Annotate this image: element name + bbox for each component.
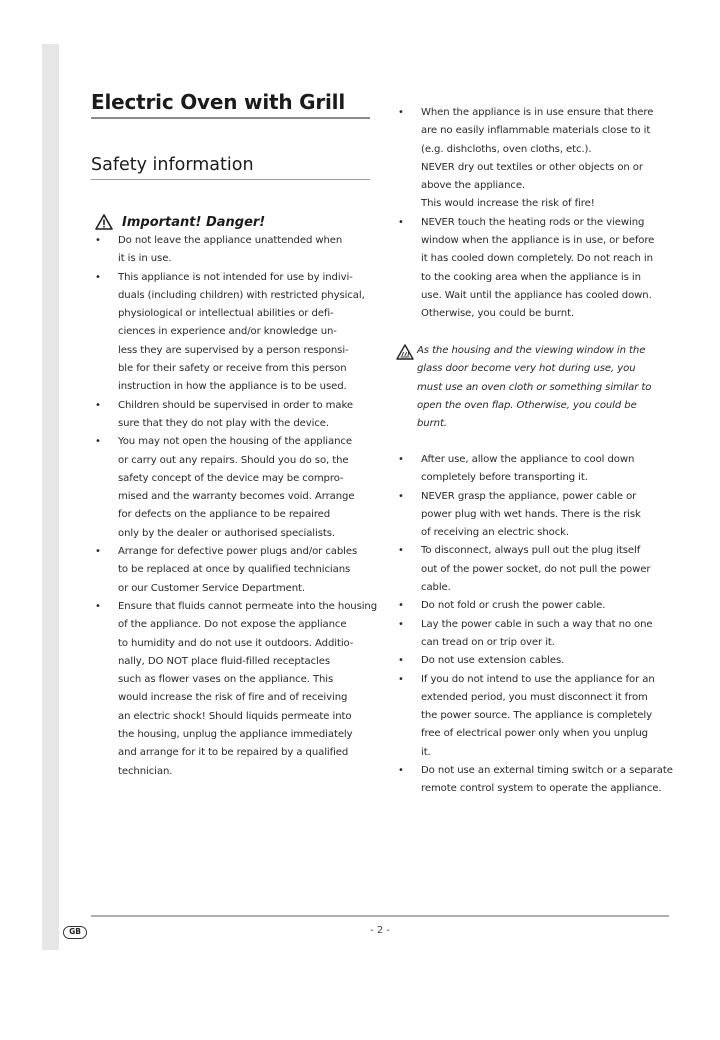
- list-item-line: power plug with wet hands. There is the risk: [421, 508, 641, 520]
- hot-warning-line: glass door become very hot during use, you: [417, 363, 636, 375]
- bullet-marker: •: [398, 600, 404, 612]
- list-item-line: are no easily inflammable materials close to it: [421, 125, 651, 137]
- bullet-marker: •: [398, 655, 404, 667]
- hot-warning-line: As the housing and the viewing window in the: [417, 345, 646, 356]
- list-item-line: would increase the risk of fire and of receiving: [118, 692, 348, 704]
- hot-warning-line: burnt.: [417, 418, 447, 430]
- list-item-line: nally, DO NOT place fluid-filled receptacles: [118, 655, 331, 667]
- bullet-marker: •: [95, 546, 101, 558]
- hot-surface-warning: [394, 342, 676, 434]
- list-item-line: such as flower vases on the appliance. This: [118, 674, 334, 686]
- list-item-line: extended period, you must disconnect it from: [421, 691, 648, 703]
- list-item-line: This appliance is not intended for use by indivi-: [118, 271, 353, 283]
- list-item-line: Lay the power cable in such a way that no one: [421, 618, 653, 630]
- list-item-line: If you do not intend to use the appliance for an: [421, 673, 655, 685]
- list-item: [394, 451, 676, 488]
- country-badge: GB: [63, 926, 87, 939]
- list-item-line: You may not open the housing of the appliance: [118, 436, 352, 448]
- list-item-line: or carry out any repairs. Should you do so, the: [118, 454, 349, 466]
- list-item-line: remote control system to operate the appliance.: [421, 783, 662, 795]
- hot-warning-line: must use an oven cloth or something similar to: [417, 381, 652, 393]
- list-item-line: less they are supervised by a person responsi-: [118, 344, 349, 356]
- bullet-marker: •: [398, 673, 404, 685]
- list-item: [91, 232, 375, 269]
- list-item: [394, 652, 676, 670]
- list-item-line: cable.: [421, 582, 451, 594]
- list-item-line: or our Customer Service Department.: [118, 582, 306, 594]
- right-safety-list-bottom: [394, 451, 676, 799]
- list-item-line: ble for their safety or receive from this person: [118, 363, 347, 375]
- page-number: - 2 -: [370, 925, 390, 936]
- document-title: Electric Oven with Grill: [91, 90, 345, 114]
- list-item-line: only by the dealer or authorised specialists.: [118, 527, 335, 539]
- list-item-line: physiological or intellectual abilities or defi-: [118, 308, 334, 320]
- warning-triangle-icon: [95, 214, 113, 230]
- list-item-line: NEVER touch the heating rods or the viewing: [421, 216, 645, 228]
- list-item-line: free of electrical power only when you unplug: [421, 728, 648, 740]
- bullet-marker: •: [398, 216, 404, 228]
- list-item-line: to the cooking area when the appliance is in: [421, 271, 641, 283]
- list-item: [394, 671, 676, 762]
- list-item-line: to be replaced at once by qualified technicians: [118, 564, 351, 576]
- bullet-marker: •: [398, 490, 404, 502]
- list-item-line: completely before transporting it.: [421, 472, 588, 484]
- bullet-marker: •: [95, 436, 101, 448]
- list-item-line: window when the appliance is in use, or before: [421, 235, 655, 247]
- list-item-line: an electric shock! Should liquids permeate into: [118, 710, 352, 722]
- list-item: [91, 433, 375, 543]
- bullet-marker: •: [398, 545, 404, 557]
- left-safety-list: [91, 232, 378, 781]
- list-item: [394, 214, 676, 324]
- list-item-line: the power source. The appliance is completely: [421, 710, 652, 722]
- warning-heading: [95, 212, 265, 232]
- list-item-line: it.: [421, 746, 431, 758]
- list-item-line: and arrange for it to be repaired by a qualified: [118, 747, 349, 759]
- list-item-line: Otherwise, you could be burnt.: [421, 308, 575, 320]
- footer-rule: [91, 915, 669, 917]
- section-title: Safety information: [91, 155, 254, 175]
- list-item-line: After use, allow the appliance to cool down: [421, 454, 635, 465]
- bullet-marker: •: [95, 399, 101, 411]
- list-item-line: ciences in experience and/or knowledge un-: [118, 326, 337, 338]
- bullet-marker: •: [95, 600, 101, 612]
- list-item-line: (e.g. dishcloths, oven cloths, etc.).: [421, 143, 592, 155]
- list-item-line: mised and the warranty becomes void. Arrange: [118, 491, 355, 503]
- list-item-line: the housing, unplug the appliance immediately: [118, 729, 353, 741]
- list-item: [91, 397, 375, 434]
- warning-heading-text: Important! Danger!: [122, 214, 266, 230]
- list-item-line: technician.: [118, 765, 173, 777]
- list-item-line: When the appliance is in use ensure that there: [421, 107, 654, 118]
- list-item-line: it is in use.: [118, 253, 172, 265]
- list-item-line: To disconnect, always pull out the plug itself: [421, 545, 641, 557]
- list-item-line: Arrange for defective power plugs and/or cables: [118, 546, 358, 558]
- list-item: [394, 488, 676, 543]
- section-underline: [91, 179, 370, 180]
- list-item-line: Do not leave the appliance unattended when: [118, 235, 343, 246]
- title-underline: [91, 117, 370, 119]
- list-item-line: to humidity and do not use it outdoors. Additio-: [118, 637, 354, 649]
- list-item-line: duals (including children) with restricted physical,: [118, 289, 365, 301]
- list-item-line: Do not use an external timing switch or a separate: [421, 765, 673, 777]
- list-item-line: Do not fold or crush the power cable.: [421, 600, 606, 612]
- right-safety-list-top: [394, 104, 676, 324]
- list-item-line: it has cooled down completely. Do not reach in: [421, 253, 653, 265]
- bullet-marker: •: [398, 765, 404, 777]
- page-edge-strip: [42, 44, 59, 950]
- list-item-line: above the appliance.: [421, 180, 526, 192]
- list-item-line: Do not use extension cables.: [421, 655, 565, 667]
- list-item: [394, 104, 676, 214]
- list-item-line: use. Wait until the appliance has cooled down.: [421, 289, 652, 301]
- bullet-marker: •: [95, 271, 101, 283]
- list-item-line: can tread on or trip over it.: [421, 636, 555, 648]
- list-item-line: This would increase the risk of fire!: [421, 198, 595, 210]
- list-item-line: of the appliance. Do not expose the appliance: [118, 619, 347, 631]
- hot-surface-warning-text: [417, 342, 679, 433]
- list-item: [394, 762, 676, 799]
- list-item: [91, 543, 375, 598]
- list-item: [394, 616, 676, 653]
- list-item-line: sure that they do not play with the device.: [118, 417, 330, 429]
- list-item-line: Ensure that fluids cannot permeate into the housing: [118, 600, 378, 612]
- list-item-line: NEVER grasp the appliance, power cable or: [421, 490, 637, 502]
- list-item-line: out of the power socket, do not pull the power: [421, 563, 651, 575]
- bullet-marker: •: [398, 454, 404, 465]
- bullet-marker: •: [398, 618, 404, 630]
- list-item-line: NEVER dry out textiles or other objects on or: [421, 161, 643, 173]
- list-item-line: for defects on the appliance to be repaired: [118, 509, 331, 521]
- list-item-line: safety concept of the device may be compro-: [118, 472, 344, 484]
- list-item: [394, 597, 676, 615]
- list-item: [394, 542, 676, 597]
- list-item-line: Children should be supervised in order to make: [118, 399, 353, 411]
- hot-warning-line: open the oven flap. Otherwise, you could be: [417, 399, 637, 411]
- hot-surface-warning-icon: [396, 344, 414, 360]
- list-item: [91, 269, 375, 397]
- list-item-line: instruction in how the appliance is to be used.: [118, 381, 347, 393]
- bullet-marker: •: [398, 107, 404, 118]
- bullet-marker: •: [95, 235, 101, 246]
- list-item: [91, 598, 378, 781]
- list-item-line: of receiving an electric shock.: [421, 527, 570, 539]
